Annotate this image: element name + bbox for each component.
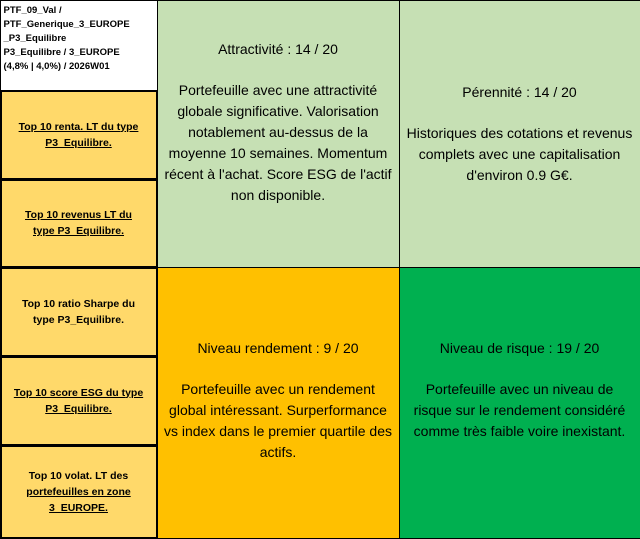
perennite-title: Pérennité : 14 / 20 <box>462 82 576 103</box>
attractivite-description: Portefeuille avec une attractivité globale significative. Valorisation notablement au-dessus de la moyenne 10 semaines. Momentum récent à l'achat. Score ESG de l'actif non disponible. <box>158 80 399 206</box>
quadrant-risque <box>399 267 640 539</box>
link-top10-sharpe-line2: type P3_Equilibre. <box>33 314 124 326</box>
link-top10-esg[interactable] <box>0 356 158 446</box>
link-top10-sharpe[interactable] <box>0 267 158 357</box>
rendement-title: Niveau rendement : 9 / 20 <box>197 338 358 359</box>
perennite-description: Historiques des cotations et revenus complets avec une capitalisation d'environ 0.9 G€. <box>400 123 640 186</box>
link-top10-volat[interactable] <box>0 445 158 539</box>
link-top10-renta-line2: P3_Equilibre. <box>45 137 112 149</box>
quadrant-rendement <box>157 267 400 539</box>
link-top10-volat-line1: Top 10 volat. LT des <box>29 470 128 482</box>
link-top10-revenus-line2: type P3_Equilibre. <box>33 225 124 237</box>
risque-title: Niveau de risque : 19 / 20 <box>440 338 600 359</box>
link-top10-esg-line1: Top 10 score ESG du type <box>14 387 143 399</box>
link-top10-volat-line3: 3_EUROPE. <box>49 502 108 514</box>
link-top10-revenus-line1: Top 10 revenus LT du <box>25 209 132 221</box>
attractivite-title: Attractivité : 14 / 20 <box>218 39 338 60</box>
link-top10-renta-line1: Top 10 renta. LT du type <box>19 121 139 133</box>
link-top10-sharpe-line1: Top 10 ratio Sharpe du <box>22 298 135 310</box>
rendement-description: Portefeuille avec un rendement global intéressant. Surperformance vs index dans le premier quartile des actifs. <box>158 379 399 463</box>
link-top10-renta[interactable] <box>0 90 158 180</box>
quadrant-perennite <box>399 0 640 268</box>
link-top10-revenus[interactable] <box>0 179 158 268</box>
link-top10-esg-line2: P3_Equilibre. <box>45 403 112 415</box>
portfolio-header: PTF_09_Val / PTF_Generique_3_EUROPE _P3_Equilibre P3_Equilibre / 3_EUROPE (4,8% | 4,0%) / 2026W01 <box>0 0 158 91</box>
quadrant-attractivite <box>157 0 400 268</box>
risque-description: Portefeuille avec un niveau de risque sur le rendement considéré comme très faible voire inexistant. <box>400 379 640 442</box>
link-top10-volat-line2: portefeuilles en zone <box>26 486 130 498</box>
